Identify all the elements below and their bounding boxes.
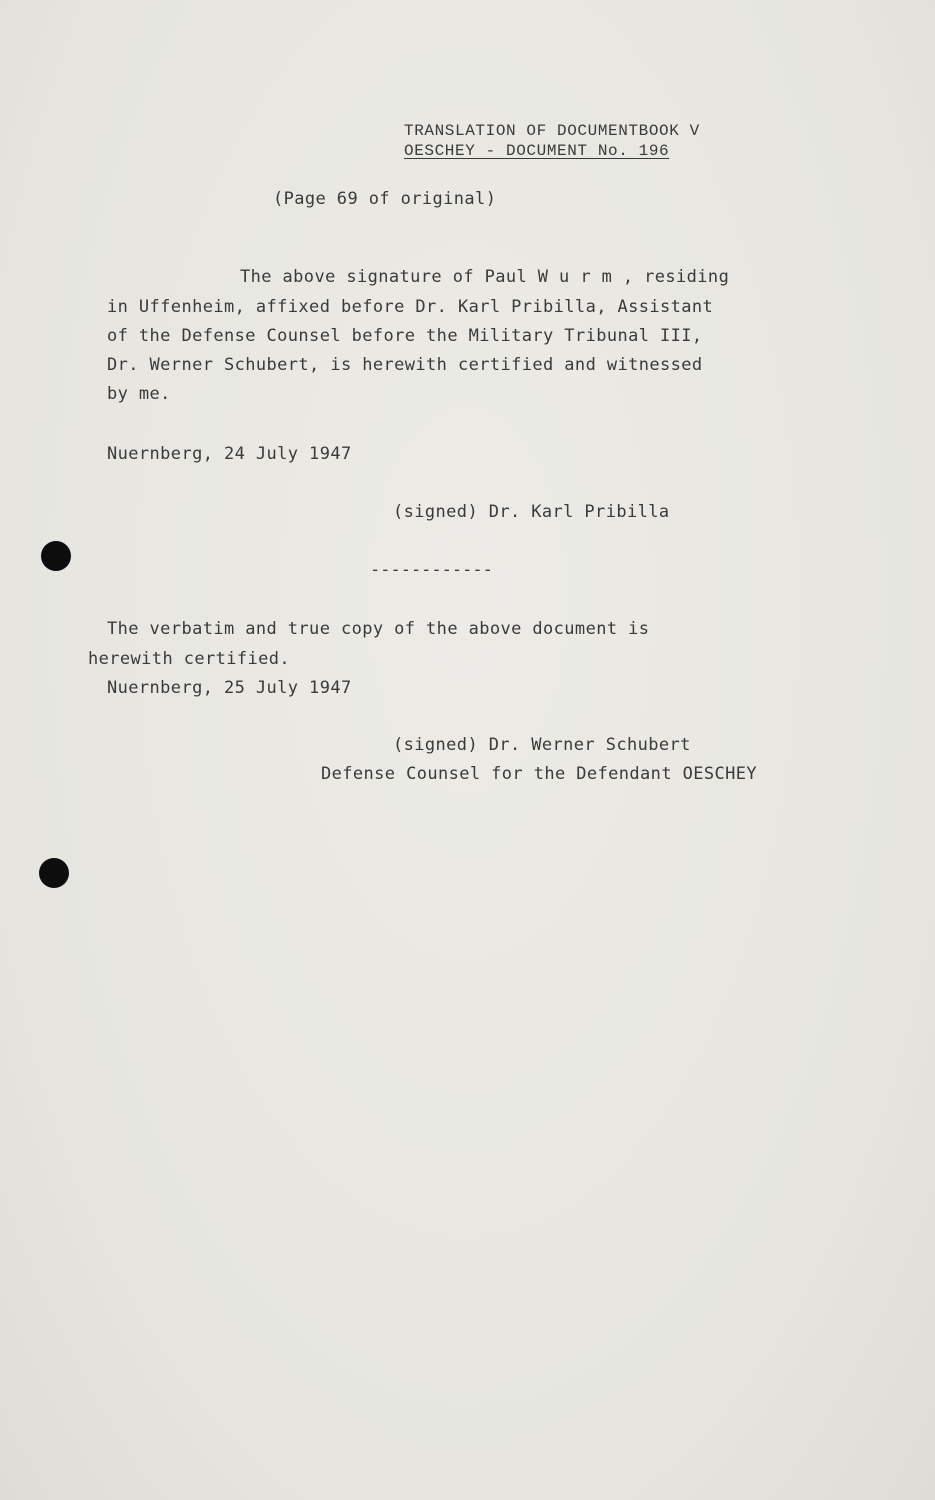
punch-hole bbox=[41, 541, 71, 571]
certification-line: of the Defense Counsel before the Military Tribunal III, bbox=[107, 326, 703, 346]
certification-line: in Uffenheim, affixed before Dr. Karl Pribilla, Assistant bbox=[107, 297, 714, 317]
certification-line: by me. bbox=[107, 384, 171, 404]
punch-hole bbox=[39, 858, 69, 888]
signatory-title: Defense Counsel for the Defendant OESCHEY bbox=[321, 764, 758, 784]
copy-certification-line: herewith certified. bbox=[88, 649, 291, 669]
separator-line: ------------ bbox=[370, 560, 493, 580]
copy-place-date: Nuernberg, 25 July 1947 bbox=[107, 678, 352, 698]
header-document-number: OESCHEY - DOCUMENT No. 196 bbox=[404, 142, 670, 160]
header-title: TRANSLATION OF DOCUMENTBOOK V bbox=[404, 122, 700, 140]
signature-pribilla: (signed) Dr. Karl Pribilla bbox=[393, 502, 670, 522]
certification-line: Dr. Werner Schubert, is herewith certified and witnessed bbox=[107, 355, 703, 375]
signature-schubert: (signed) Dr. Werner Schubert bbox=[393, 735, 691, 755]
copy-certification-line: The verbatim and true copy of the above document is bbox=[107, 619, 650, 639]
certification-line: The above signature of Paul W u r m , residing bbox=[240, 267, 730, 287]
page-reference: (Page 69 of original) bbox=[273, 189, 497, 209]
place-date: Nuernberg, 24 July 1947 bbox=[107, 444, 352, 464]
